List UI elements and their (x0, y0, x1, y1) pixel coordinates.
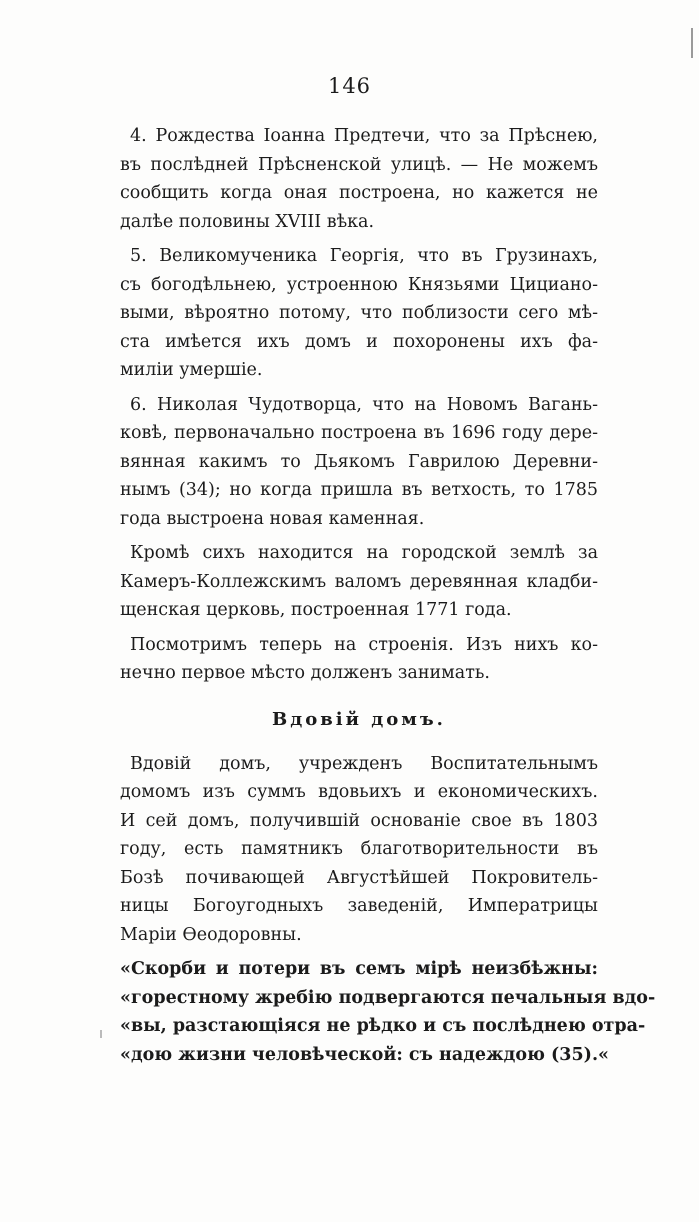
page-body (120, 122, 656, 1069)
paragraph-widow-house (120, 750, 598, 950)
paragraph-church-6 (120, 391, 598, 534)
text-line: Маріи Ѳеодоровны. (120, 924, 302, 945)
text-line: вянная какимъ то Дьякомъ Гаврилою Деревни- (120, 451, 598, 472)
text-line: миліи умершіе. (120, 360, 263, 380)
paragraph-church-4 (120, 122, 598, 236)
text-line: Кромѣ сихъ находится на городской землѣ за (130, 543, 598, 563)
page-number: 146 (327, 74, 372, 98)
text-line: И сей домъ, получившій основаніе свое въ 1803 (120, 810, 598, 831)
text-line: выми, вѣроятно потому, что поблизости сего мѣ- (120, 303, 598, 323)
text-line: съ богодѣльнею, устроенною Князьями Цициано- (120, 274, 598, 295)
text-line: щенская церковь, построенная 1771 года. (120, 600, 512, 620)
text-line: нымъ (34); но когда пришла въ ветхость, то 1785 (120, 480, 598, 500)
quotation (120, 955, 656, 1069)
quote-line: «горестному жребію подвергаются печальныя вдо- (120, 987, 656, 1008)
paragraph-cemetery-church (120, 539, 598, 625)
section-heading: Вдовій домъ. (272, 708, 446, 730)
text-line: 6. Николая Чудотворца, что на Новомъ Вагань- (130, 394, 598, 415)
text-line: нечно первое мѣсто долженъ занимать. (120, 663, 490, 683)
text-line: году, есть памятникъ благотворительности въ (120, 839, 598, 859)
text-line: Камеръ-Коллежскимъ валомъ деревянная кладби- (120, 571, 598, 592)
paragraph-buildings (120, 631, 598, 688)
page-edge-mark (691, 28, 693, 58)
text-line: Посмотримъ теперь на строенія. Изъ нихъ ко- (130, 634, 598, 655)
text-line: Вдовій домъ, учрежденъ Воспитательнымъ (130, 753, 598, 774)
text-line: ста имѣется ихъ домъ и похоронены ихъ фа- (120, 331, 598, 352)
text-line: сообщить когда оная построена, но кажется не (120, 183, 598, 203)
text-line: 4. Рождества Іоанна Предтечи, что за Прѣснею, (130, 126, 598, 146)
text-line: далѣе половины XVIII вѣка. (120, 211, 375, 232)
quote-line: «вы, разстающіяся не рѣдко и съ послѣднею отра- (120, 1016, 646, 1036)
text-line: въ послѣдней Прѣсненской улицѣ. — Не можемъ (120, 154, 598, 175)
text-line: домомъ изъ суммъ вдовьихъ и економическихъ. (120, 782, 598, 802)
text-line: года выстроена новая каменная. (120, 508, 425, 529)
paragraph-church-5 (120, 242, 598, 385)
quote-line: «Скорби и потери въ семъ мірѣ неизбѣжны: (120, 959, 598, 979)
text-line: ницы Богоугодныхъ заведеній, Императрицы (120, 896, 598, 916)
quote-line: «дою жизни человѣческой: съ надеждою (35).« (120, 1044, 609, 1065)
text-line: 5. Великомученика Георгія, что въ Грузинахъ, (130, 246, 598, 266)
text-line: ковѣ, первоначально построена въ 1696 году дере- (120, 423, 598, 443)
text-line: Бозѣ почивающей Августѣйшей Покровитель- (120, 867, 598, 888)
page-speck (100, 1030, 102, 1038)
